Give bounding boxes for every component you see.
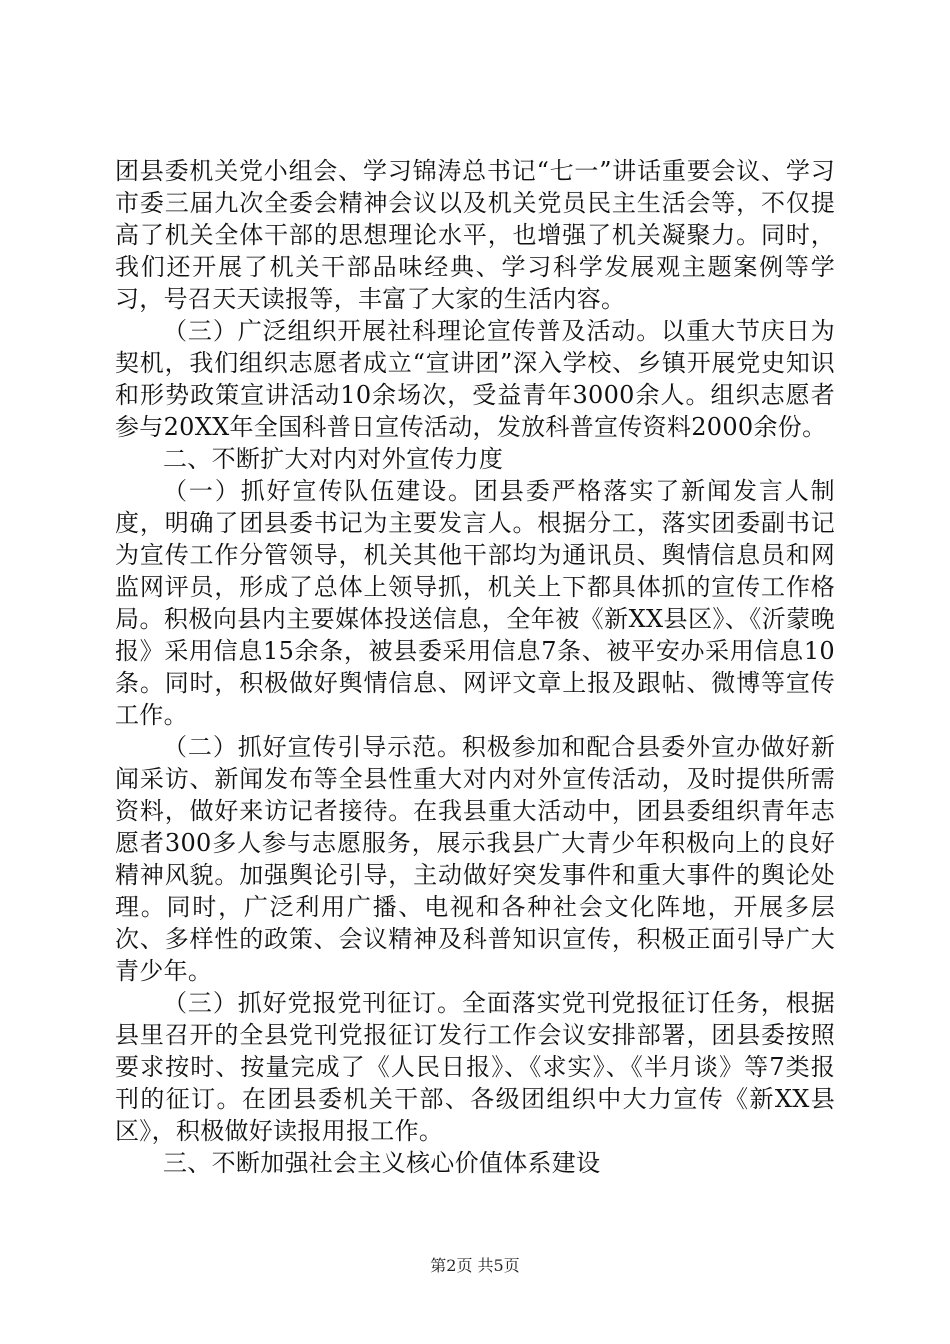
document-body <box>115 155 835 1179</box>
paragraph: （三）抓好党报党刊征订。全面落实党刊党报征订任务，根据县里召开的全县党刊党报征订发行工作会议安排部署，团县委按照要求按时、按量完成了《人民日报》、《求实》、《半月谈》等7类报刊的征订。在团县委机关干部、各级团组织中大力宣传《新XX县区》，积极做好读报用报工作。 <box>115 989 835 1145</box>
section-heading: 二、不断扩大对内对外宣传力度 <box>163 445 504 473</box>
paragraph: （一）抓好宣传队伍建设。团县委严格落实了新闻发言人制度，明确了团县委书记为主要发言人。根据分工，落实团委副书记为宣传工作分管领导，机关其他干部均为通讯员、舆情信息员和网监网评员，形成了总体上领导抓，机关上下都具体抓的宣传工作格局。积极向县内主要媒体投送信息，全年被《新XX县区》、《沂蒙晚报》采用信息15余条，被县委采用信息7条、被平安办采用信息10条。同时，积极做好舆情信息、网评文章上报及跟帖、微博等宣传工作。 <box>115 477 835 729</box>
paragraph: （二）抓好宣传引导示范。积极参加和配合县委外宣办做好新闻采访、新闻发布等全县性重大对内对外宣传活动，及时提供所需资料，做好来访记者接待。在我县重大活动中，团县委组织青年志愿者300多人参与志愿服务，展示我县广大青少年积极向上的良好精神风貌。加强舆论引导，主动做好突发事件和重大事件的舆论处理。同时，广泛利用广播、电视和各种社会文化阵地，开展多层次、多样性的政策、会议精神及科普知识宣传，积极正面引导广大青少年。 <box>115 733 835 985</box>
section-heading: 三、不断加强社会主义核心价值体系建设 <box>163 1149 601 1177</box>
paragraph: 团县委机关党小组会、学习锦涛总书记“七一”讲话重要会议、学习市委三届九次全委会精神会议以及机关党员民主生活会等，不仅提高了机关全体干部的思想理论水平，也增强了机关凝聚力。同时，我们还开展了机关干部品味经典、学习科学发展观主题案例等学习，号召天天读报等，丰富了大家的生活内容。 <box>115 157 835 313</box>
page-number-footer: 第2页 共5页 <box>430 1256 520 1275</box>
paragraph: （三）广泛组织开展社科理论宣传普及活动。以重大节庆日为契机，我们组织志愿者成立“宣讲团”深入学校、乡镇开展党史知识和形势政策宣讲活动10余场次，受益青年3000余人。组织志愿者参与20XX年全国科普日宣传活动，发放科普宣传资料2000余份。 <box>115 317 835 441</box>
